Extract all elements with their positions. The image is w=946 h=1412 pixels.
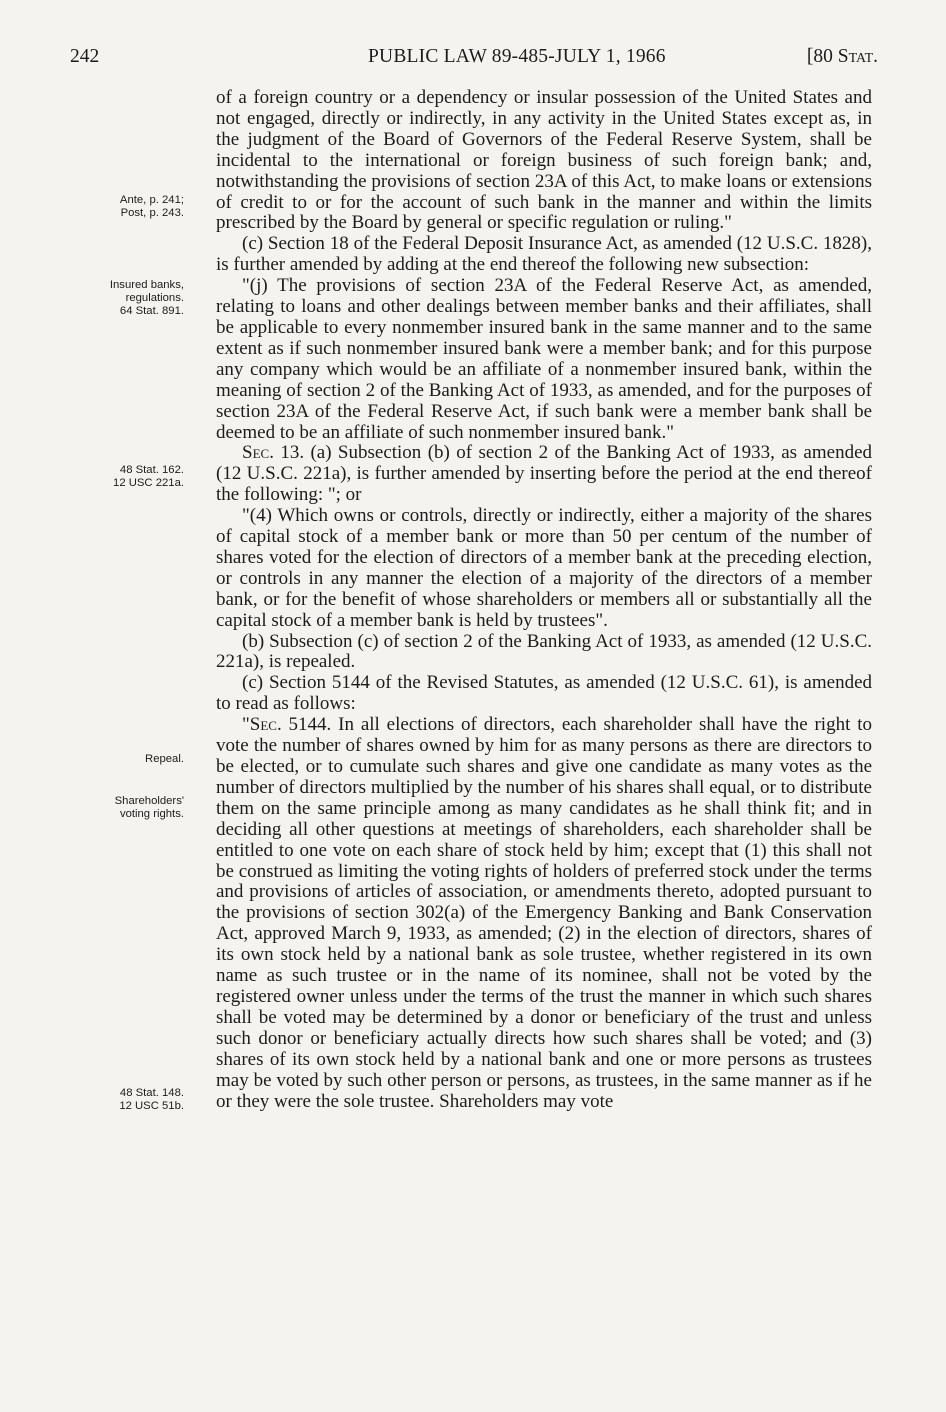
margin-note-shareholders-voting: Shareholders' voting rights. bbox=[114, 795, 184, 820]
paragraph-sec-5144-text: "Sec. 5144. In all elections of directors, each shareholder shall have the right to vote the number of shares owned by him for as many persons as there are directors to be elected, or to cumulate such shares and give one candidate as many votes as the number of directors multiplied by the number of his shares shall equal, or to distribute them on the same principle among as many candidates as he shall think fit; and in deciding all other questions at meetings of shareholders, each shareholder shall be entitled to one vote on each share of stock held by him; except that (1) this shall not be construed as limiting the voting rights of holders of preferred stock under the terms and provisions of articles of association, or amendments thereto, adopted pursuant to the provisions of section 302(a) of the Emergency Banking and Bank Conservation Act, approved March 9, 1933, as amended; (2) in the election of directors, shares of its own stock held by a national bank as sole trustee, whether registered in its own name as such trustee or in the name of its nominee, shall not be voted by the registered owner unless under the terms of the trust the manner in which such shares shall be voted may be determined by a donor or beneficiary of the trust and unless such donor or beneficiary actually directs how such shares shall be voted; and (3) shares of its own stock held by a national bank and one or more persons as trustees may be voted by such other person or persons, as trustees, in the same manner as if he or they were the sole trustee. Shareholders may vote bbox=[216, 714, 872, 1112]
paragraph-repeal: (b) Subsection (c) of section 2 of the Banking Act of 1933, as amended (12 U.S.C. 221a), is repealed. bbox=[216, 630, 872, 673]
page-header bbox=[70, 46, 878, 76]
margin-note-insured-banks: Insured banks, regulations. 64 Stat. 891. bbox=[109, 279, 184, 317]
paragraph-continuation: of a foreign country or a dependency or insular possession of the United States and not engaged, directly or indirectly, in any activity in the United States except as, in the judgment of the Board of Governors of the Federal Reserve System, shall be incidental to the international or foreign business of such foreign bank; and, notwithstanding the provisions of section 23A of this Act, to make loans or extensions of credit to or for the account of such bank in the manner and within the limits prescribed by the Board by general or specific regulation or ruling." bbox=[216, 87, 872, 234]
margin-note-48-stat-148: 48 Stat. 148. 12 USC 51b. bbox=[119, 1087, 184, 1112]
statute-volume: [80 Stat. bbox=[806, 46, 878, 67]
margin-note-repeal: Repeal. bbox=[145, 753, 184, 765]
paragraph-clause-4: "(4) Which owns or controls, directly or indirectly, either a majority of the shares of capital stock of a member bank or more than 50 per centum of the number of shares voted for the election of directors of a member bank at the preceding election, or controls in any manner the election of a majority of the directors of a member bank, or for the benefit of whose shareholders or members all or substantially all the capital stock of a member bank is held by trustees". bbox=[216, 505, 872, 631]
margin-note-48-stat-162: 48 Stat. 162. 12 USC 221a. bbox=[113, 464, 184, 489]
body-text bbox=[216, 88, 872, 1112]
paragraph-sec-13: Sec. 13. (a) Subsection (b) of section 2 of the Banking Act of 1933, as amended (12 U.S.C. 221a), is further amended by inserting before the period at the end thereof the following: "; or bbox=[216, 442, 872, 506]
margin-note-ante-post: Ante, p. 241; Post, p. 243. bbox=[119, 194, 184, 219]
page-number: 242 bbox=[70, 46, 100, 67]
paragraph-section-5144: (c) Section 5144 of the Revised Statutes, as amended (12 U.S.C. 61), is amended to read as follows: bbox=[216, 672, 872, 715]
paragraph-subsection-j: "(j) The provisions of section 23A of the Federal Reserve Act, as amended, relating to loans and other dealings between member banks and their affiliates, shall be applicable to every nonmember insured bank in the same manner and to the same extent as if such nonmember insured bank were a member bank; and for this purpose any company which would be an affiliate of a nonmember insured bank, within the meaning of section 2 of the Banking Act of 1933, as amended, and for the purposes of section 23A of the Federal Reserve Act, if such bank were a member bank shall be deemed to be an affiliate of such nonmember insured bank." bbox=[216, 275, 872, 443]
paragraph-subsection-c: (c) Section 18 of the Federal Deposit Insurance Act, as amended (12 U.S.C. 1828), is further amended by adding at the end thereof the following new subsection: bbox=[216, 233, 872, 276]
running-title: PUBLIC LAW 89-485-JULY 1, 1966 bbox=[368, 46, 666, 67]
